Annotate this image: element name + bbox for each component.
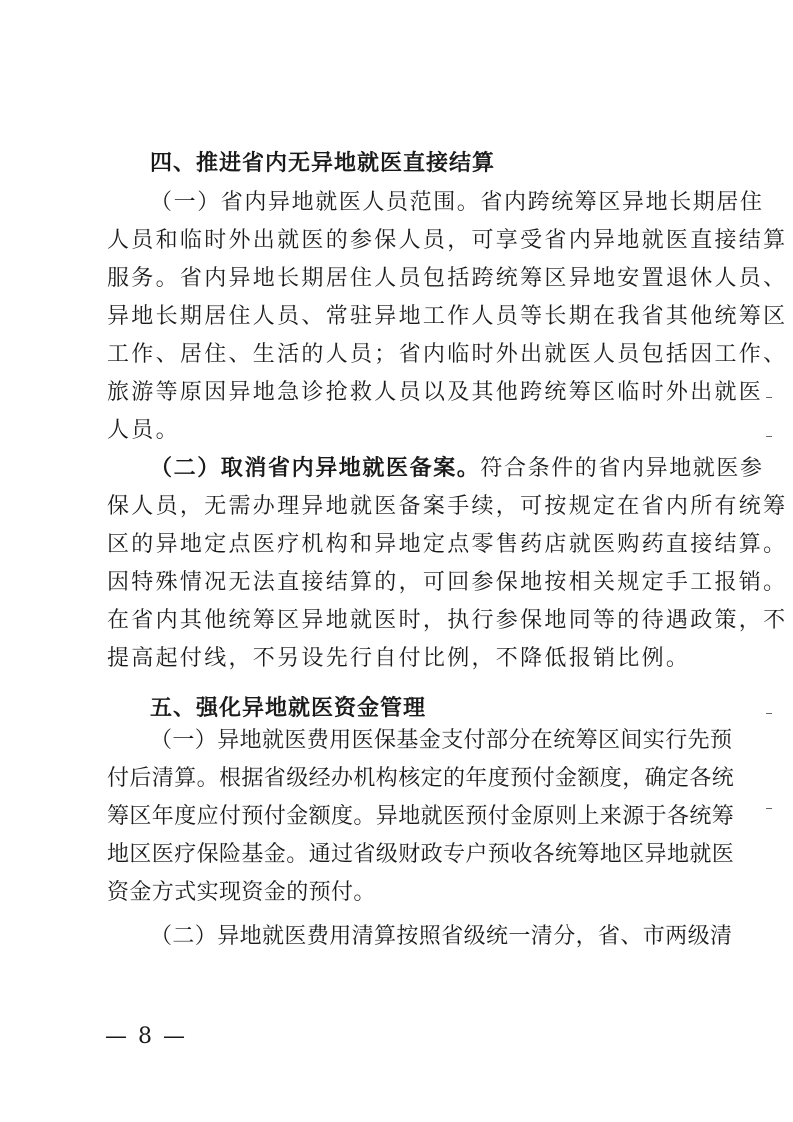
section-4-paragraph-2 <box>107 450 788 678</box>
paragraph-line: 资金方式实现资金的预付。 <box>107 880 376 905</box>
scan-margin-mark <box>766 713 772 714</box>
paragraph-line <box>107 450 764 488</box>
paragraph-line: 人员和临时外出就医的参保人员，可享受省内异地就医直接结算 <box>107 228 788 253</box>
section-4-heading: 四、推进省内无异地就医直接结算 <box>150 151 496 176</box>
paragraph-line: 人员。 <box>107 418 180 443</box>
scan-margin-mark <box>766 397 772 398</box>
paragraph-line: 保人员，无需办理异地就医备案手续，可按规定在省内所有统筹 <box>107 494 788 519</box>
paragraph-lead-heading: （二）取消省内异地就医备案。 <box>150 456 481 481</box>
scan-margin-mark <box>766 436 772 437</box>
paragraph-line: 付后清算。根据省级经办机构核定的年度预付金额度，确定各统 <box>107 766 735 791</box>
paragraph-line: 旅游等原因异地急诊抢救人员以及其他跨统筹区临时外出就医 <box>107 380 764 405</box>
section-5-paragraph-2 <box>107 918 733 956</box>
section-5-paragraph-1 <box>107 722 735 912</box>
paragraph-line: 因特殊情况无法直接结算的，可回参保地按相关规定手工报销。 <box>107 570 788 595</box>
paragraph-line: 异地长期居住人员、常驻异地工作人员等长期在我省其他统筹区 <box>107 304 788 329</box>
paragraph-line: 区的异地定点医疗机构和异地定点零售药店就医购药直接结算。 <box>107 532 788 557</box>
paragraph-line: 工作、居住、生活的人员；省内临时外出就医人员包括因工作、 <box>107 342 788 367</box>
section-4-paragraph-1 <box>107 184 788 450</box>
paragraph-line-text: 符合条件的省内异地就医参 <box>480 456 764 481</box>
paragraph-line: （一）省内异地就医人员范围。省内跨统筹区异地长期居住 <box>150 190 764 215</box>
paragraph-line: 地区医疗保险基金。通过省级财政专户预收各统筹地区异地就医 <box>107 842 735 867</box>
scan-margin-mark <box>766 808 772 809</box>
paragraph-line: （二）异地就医费用清算按照省级统一清分，省、市两级清 <box>150 924 733 949</box>
page-number: — 8 — <box>105 1024 187 1049</box>
paragraph-line: 提高起付线，不另设先行自付比例，不降低报销比例。 <box>107 646 691 671</box>
paragraph-line: （一）异地就医费用医保基金支付部分在统筹区间实行先预 <box>150 728 733 753</box>
paragraph-line: 在省内其他统筹区异地就医时，执行参保地同等的待遇政策，不 <box>107 608 788 633</box>
paragraph-line: 服务。省内异地长期居住人员包括跨统筹区异地安置退休人员、 <box>107 266 788 291</box>
section-5-heading: 五、强化异地就医资金管理 <box>150 696 427 721</box>
paragraph-line: 筹区年度应付预付金额度。异地就医预付金原则上来源于各统筹 <box>107 804 735 829</box>
